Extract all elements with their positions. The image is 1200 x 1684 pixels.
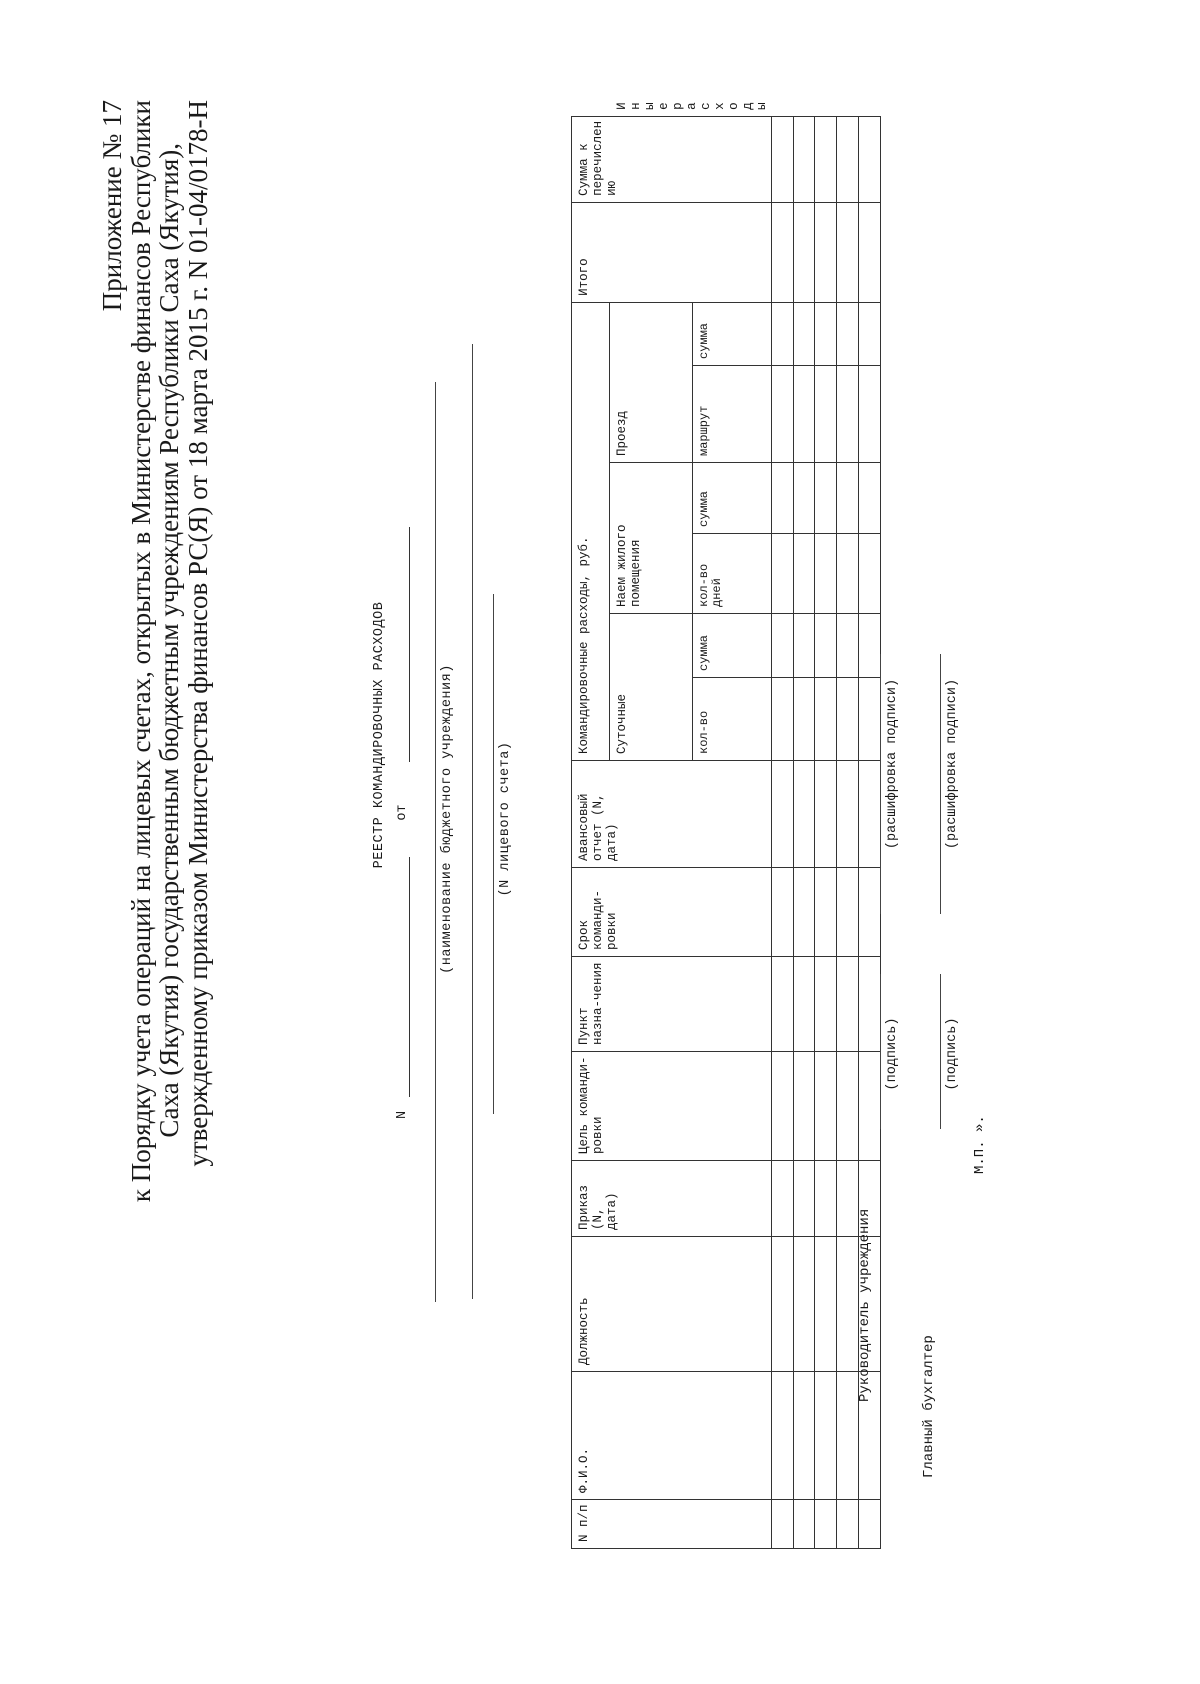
table-cell bbox=[793, 463, 815, 534]
table-cell bbox=[815, 1372, 837, 1500]
table-row bbox=[815, 116, 837, 1548]
table-cell bbox=[837, 1052, 859, 1161]
table-cell bbox=[858, 1052, 880, 1161]
appendix-title: Приложение № 17 bbox=[97, 100, 127, 312]
housing-header: Наем жилого помещения bbox=[610, 463, 693, 614]
table-cell bbox=[858, 202, 880, 302]
table-cell bbox=[815, 761, 837, 868]
table-cell bbox=[815, 1161, 837, 1237]
table-cell bbox=[772, 463, 794, 534]
table-cell bbox=[772, 534, 794, 614]
col-advance-header: Авансовый отчет (N, дата) bbox=[572, 761, 772, 868]
table-cell bbox=[772, 761, 794, 868]
table-cell bbox=[772, 1237, 794, 1372]
chief-signature-caption: (подпись) bbox=[945, 1017, 960, 1091]
table-cell bbox=[837, 1500, 859, 1549]
table-cell bbox=[793, 761, 815, 868]
table-cell bbox=[772, 202, 794, 302]
table-cell bbox=[837, 1161, 859, 1237]
table-cell bbox=[815, 1500, 837, 1549]
table-cell bbox=[815, 957, 837, 1052]
housing-sum-header: сумма bbox=[692, 463, 771, 534]
table-cell bbox=[815, 678, 837, 761]
table-row bbox=[793, 116, 815, 1548]
head-decoding-line bbox=[880, 654, 881, 914]
col-fio-header: Ф.И.О. bbox=[572, 1372, 772, 1500]
table-cell bbox=[793, 1372, 815, 1500]
transport-sum-header: сумма bbox=[692, 302, 771, 365]
col-position-header: Должность bbox=[572, 1237, 772, 1372]
table-cell bbox=[837, 463, 859, 534]
chief-decoding-line bbox=[940, 654, 941, 914]
table-cell bbox=[837, 957, 859, 1052]
table-row bbox=[772, 116, 794, 1548]
table-cell bbox=[772, 1372, 794, 1500]
table-cell bbox=[815, 366, 837, 463]
col-order-header: Приказ (N, дата) bbox=[572, 1161, 772, 1237]
per-diem-qty-header: кол-во bbox=[692, 678, 771, 761]
table-cell bbox=[793, 1500, 815, 1549]
account-line bbox=[493, 594, 494, 1114]
appendix-line-2: Саха (Якутия) государственным бюджетным учреждениям Республики Саха (Якутия), bbox=[154, 143, 184, 1138]
account-caption: (N лицевого счета) bbox=[498, 741, 513, 897]
number-label: N bbox=[395, 1110, 410, 1119]
col-num-header: N п/п bbox=[572, 1500, 772, 1549]
table-cell bbox=[837, 202, 859, 302]
table-cell bbox=[772, 868, 794, 957]
table-cell bbox=[837, 1237, 859, 1372]
col-purpose-header: Цель команди-ровки bbox=[572, 1052, 772, 1161]
table-cell bbox=[858, 463, 880, 534]
chief-accountant-label: Главный бухгалтер bbox=[921, 1335, 937, 1478]
table-cell bbox=[858, 1500, 880, 1549]
transport-header: Проезд bbox=[610, 302, 693, 462]
table-cell bbox=[793, 116, 815, 202]
table-cell bbox=[858, 366, 880, 463]
table-cell bbox=[793, 302, 815, 365]
table-cell bbox=[793, 1237, 815, 1372]
date-blank bbox=[395, 527, 410, 762]
table-cell bbox=[837, 302, 859, 365]
stamp-mark: М.П. ». bbox=[972, 1115, 988, 1174]
col-to-transfer-header: Сумма к перечислению bbox=[572, 116, 772, 202]
table-cell bbox=[858, 534, 880, 614]
per-diem-sum-header: сумма bbox=[692, 614, 771, 678]
table-cell bbox=[815, 534, 837, 614]
per-diem-header: Суточные bbox=[610, 614, 693, 761]
table-cell bbox=[772, 1161, 794, 1237]
table-cell bbox=[858, 302, 880, 365]
table-cell bbox=[837, 761, 859, 868]
table-cell bbox=[837, 678, 859, 761]
table-cell bbox=[815, 302, 837, 365]
table-cell bbox=[858, 116, 880, 202]
table-cell bbox=[793, 614, 815, 678]
head-signature-line bbox=[880, 974, 881, 1129]
table-cell bbox=[815, 116, 837, 202]
number-blank bbox=[395, 857, 410, 1097]
institution-line-2 bbox=[472, 344, 473, 1299]
table-cell bbox=[772, 957, 794, 1052]
travel-expenses-header: Командировочные расходы, руб. bbox=[572, 302, 610, 760]
head-signature-caption: (подпись) bbox=[885, 1017, 900, 1091]
table-cell bbox=[837, 116, 859, 202]
appendix-line-3: утвержденному приказом Министерства финансов РС(Я) от 18 марта 2015 г. N 01-04/0178-Н bbox=[182, 100, 213, 1167]
table-cell bbox=[793, 1161, 815, 1237]
appendix-header bbox=[98, 100, 212, 1454]
col-destination-header: Пункт назна-чения bbox=[572, 957, 772, 1052]
table-cell bbox=[837, 614, 859, 678]
table-cell bbox=[837, 366, 859, 463]
date-label: от bbox=[395, 804, 410, 821]
table-cell bbox=[793, 868, 815, 957]
table-cell bbox=[837, 534, 859, 614]
table-cell bbox=[772, 366, 794, 463]
table-cell bbox=[858, 614, 880, 678]
table-cell bbox=[772, 116, 794, 202]
col-total-header: Итого bbox=[572, 202, 772, 302]
table-cell bbox=[815, 614, 837, 678]
appendix-line-1: к Порядку учета операций на лицевых счетах, открытых в Министерстве финансов Республики bbox=[125, 100, 156, 1203]
table-cell bbox=[815, 463, 837, 534]
table-cell bbox=[793, 366, 815, 463]
registry-number-line bbox=[395, 519, 410, 1119]
table-cell bbox=[858, 678, 880, 761]
head-decoding-caption: (расшифровка подписи) bbox=[885, 678, 900, 850]
housing-days-header: кол-во дней bbox=[692, 534, 771, 614]
travel-expenses-table: N п/п Ф.И.О. Должность Приказ (N, дата) Цель команди-ровки Пункт назна-чения Срок команди-ровки Авансовый отчет (N, дата) Командировочные расходы, руб. Итого Сумма к перечислению Суточные Наем жилого помещения Проезд Иные расходы кол-во сумма кол-во дней сумма маршрут сумма bbox=[571, 116, 881, 1549]
registry-title: РЕЕСТР КОМАНДИРОВОЧНЫХ РАСХОДОВ bbox=[372, 601, 387, 869]
table-cell bbox=[793, 957, 815, 1052]
table-cell bbox=[772, 1052, 794, 1161]
table-row bbox=[837, 116, 859, 1548]
institution-line bbox=[435, 382, 436, 1302]
table-cell bbox=[793, 534, 815, 614]
table-cell bbox=[793, 202, 815, 302]
col-term-header: Срок команди-ровки bbox=[572, 868, 772, 957]
table-cell bbox=[772, 1500, 794, 1549]
chief-signature-line bbox=[940, 974, 941, 1129]
table-cell bbox=[837, 1372, 859, 1500]
table-cell bbox=[858, 761, 880, 868]
table-cell bbox=[772, 614, 794, 678]
table-cell bbox=[772, 678, 794, 761]
table-cell bbox=[815, 868, 837, 957]
table-cell bbox=[858, 957, 880, 1052]
table-cell bbox=[837, 868, 859, 957]
table-cell bbox=[858, 868, 880, 957]
table-cell bbox=[815, 1237, 837, 1372]
chief-decoding-caption: (расшифровка подписи) bbox=[945, 678, 960, 850]
head-label: Руководитель учреждения bbox=[857, 1208, 873, 1402]
table-cell bbox=[815, 202, 837, 302]
route-header: маршрут bbox=[692, 366, 771, 463]
table-cell bbox=[772, 302, 794, 365]
institution-caption: (наименование бюджетного учреждения) bbox=[440, 664, 455, 974]
table-cell bbox=[793, 678, 815, 761]
table-cell bbox=[815, 1052, 837, 1161]
table-cell bbox=[793, 1052, 815, 1161]
